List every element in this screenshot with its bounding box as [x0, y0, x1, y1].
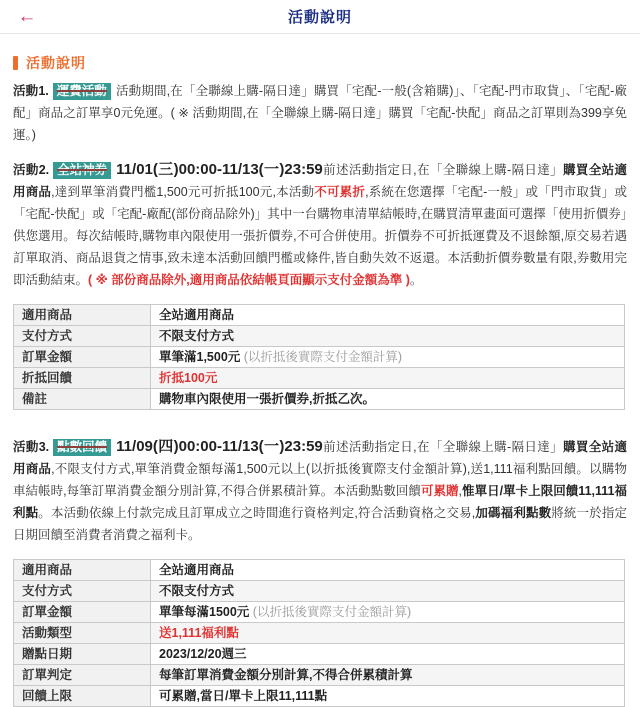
table-label-cell: 訂單金額	[14, 602, 151, 623]
text-segment: 不可累折	[314, 185, 366, 199]
table-label-cell: 折抵回饋	[14, 368, 151, 389]
table-value-cell	[151, 686, 625, 707]
activity-label: 活動1.	[13, 84, 49, 98]
activity-tag-badge: 運費活動	[53, 83, 111, 100]
table-value-cell	[151, 623, 625, 644]
text-segment: 。	[409, 273, 423, 287]
page-title: 活動說明	[287, 9, 352, 26]
table-row	[14, 326, 625, 347]
app-bar	[0, 0, 640, 34]
activity-tag-badge: 點數回饋	[53, 439, 111, 456]
text-segment: 活動期間,在「全聯線上購-隔日達」購買「宅配-一般(含箱購)」、「宅配-門市取貨」、「宅配-廠配」商品之訂單享0元免運。( ※ 活動期間,在「全聯線上購-隔日達」購買「宅配-快配」商品之訂單則為399享免運。)	[13, 84, 627, 142]
text-segment: 2023/12/20週三	[159, 647, 247, 661]
table-label-cell: 訂單金額	[14, 347, 151, 368]
text-segment: (以折抵後實際支付金額計算)	[249, 605, 412, 619]
table-row	[14, 602, 625, 623]
table-row	[14, 347, 625, 368]
text-segment: 。本活動依線上付款完成且訂單成立之時間進行資格判定,符合活動資格之交易,	[38, 506, 476, 520]
table-label-cell: 贈點日期	[14, 644, 151, 665]
text-segment: (以折抵後實際支付金額計算)	[240, 350, 403, 364]
table-row	[14, 389, 625, 410]
table-row	[14, 644, 625, 665]
table-row	[14, 686, 625, 707]
text-segment: 不限支付方式	[159, 584, 235, 598]
activity-tag-badge: 全站神券	[53, 162, 111, 179]
section-header	[13, 53, 627, 73]
back-arrow-icon: ←	[17, 6, 37, 27]
table-label-cell: 適用商品	[14, 560, 151, 581]
table-label-cell: 備註	[14, 389, 151, 410]
activity-1-slot	[13, 80, 627, 146]
text-segment: 單筆每滿1500元	[159, 605, 250, 619]
table-value-cell	[151, 389, 625, 410]
activity-label: 活動3.	[13, 440, 50, 454]
content-area	[0, 53, 640, 707]
text-segment: 購買全站適用商品	[13, 163, 627, 199]
section-title-text: 活動說明	[26, 55, 86, 71]
text-segment: 購物車內限使用一張折價券,折抵乙次。	[159, 392, 375, 406]
activity-2-slot	[13, 159, 627, 291]
table-row	[14, 665, 625, 686]
text-segment: 前述活動指定日,在「全聯線上購-隔日達」	[322, 163, 564, 177]
activity-paragraph	[13, 436, 627, 546]
text-segment: ,不限支付方式,單筆消費金額每滿1,500元以上(以折抵後實際支付金額計算),送1,111福利點回饋。以購物車結帳時,每筆訂單消費金額分別計算,不得合併累積計算。本活動點數回饋	[13, 462, 627, 498]
table-label-cell: 適用商品	[14, 305, 151, 326]
text-segment: 單筆滿1,500元	[159, 350, 241, 364]
table-row	[14, 623, 625, 644]
table-value-cell	[151, 326, 625, 347]
activity-3-slot	[13, 436, 627, 546]
coupon-table-slot	[13, 304, 627, 410]
text-segment: 送1,111福利點	[159, 626, 239, 640]
text-segment: 加碼福利點數	[475, 506, 552, 520]
table-row	[14, 305, 625, 326]
text-segment: ,達到單筆消費門檻1,500元可折抵100元,本活動	[51, 185, 315, 199]
table-value-cell	[151, 347, 625, 368]
text-segment: 前述活動指定日,在「全聯線上購-隔日達」	[322, 440, 564, 454]
activity-paragraph	[13, 159, 627, 291]
table-label-cell: 回饋上限	[14, 686, 151, 707]
section-bullet-icon	[13, 56, 18, 70]
table-value-cell	[151, 581, 625, 602]
text-segment: 每筆訂單消費金額分別計算,不得合併累積計算	[159, 668, 413, 682]
table-label-cell: 支付方式	[14, 326, 151, 347]
text-segment: 11/01(三)00:00-11/13(一)23:59	[116, 161, 323, 178]
table-value-cell	[151, 602, 625, 623]
activity-paragraph	[13, 80, 627, 146]
text-segment: 全站適用商品	[159, 563, 235, 577]
text-segment: 可累贈	[420, 484, 459, 498]
text-segment: 購買全站適用商品	[13, 440, 627, 476]
table-label-cell: 支付方式	[14, 581, 151, 602]
text-segment: ,	[458, 484, 463, 498]
text-segment: 不限支付方式	[159, 329, 235, 343]
points-table-slot	[13, 559, 627, 707]
info-table	[13, 304, 625, 410]
table-value-cell	[151, 368, 625, 389]
table-label-cell: 訂單判定	[14, 665, 151, 686]
table-value-cell	[151, 644, 625, 665]
table-label-cell: 活動類型	[14, 623, 151, 644]
table-value-cell	[151, 665, 625, 686]
info-table	[13, 559, 625, 707]
text-segment: 惟單日/單卡上限回饋11,111福利點	[13, 484, 627, 520]
text-segment: 折抵100元	[159, 371, 218, 385]
table-value-cell	[151, 560, 625, 581]
table-row	[14, 368, 625, 389]
text-segment: 11/09(四)00:00-11/13(一)23:59	[116, 438, 323, 455]
text-segment: 將統一於指定日期回饋至消費者消費之福利卡。	[13, 506, 627, 542]
table-row	[14, 581, 625, 602]
table-row	[14, 560, 625, 581]
text-segment: ,系統在您選擇「宅配-一般」或「門市取貨」或「宅配-快配」或「宅配-廠配(部份商品除外)」其中一台購物車清單結帳時,在購買清單畫面可選擇「使用折價券」供您選用。每次結帳時,購物車內限使用一張折價券,不可合併使用。折價券不可折抵運費及不退餘額,原交易若遇訂單取消、商品退貨之情事,致未達本活動回饋門檻或條件,皆自動失效不返還。本活動折價券數量有限,券數用完即活動結束。	[13, 185, 627, 287]
activity-label: 活動2.	[13, 163, 50, 177]
table-value-cell	[151, 305, 625, 326]
text-segment: ( ※ 部份商品除外,適用商品依結帳頁面顯示支付金額為準 )	[88, 273, 410, 287]
text-segment: 可累贈,當日/單卡上限11,111點	[159, 689, 328, 703]
back-button[interactable]	[10, 0, 44, 33]
text-segment: 全站適用商品	[159, 308, 235, 322]
